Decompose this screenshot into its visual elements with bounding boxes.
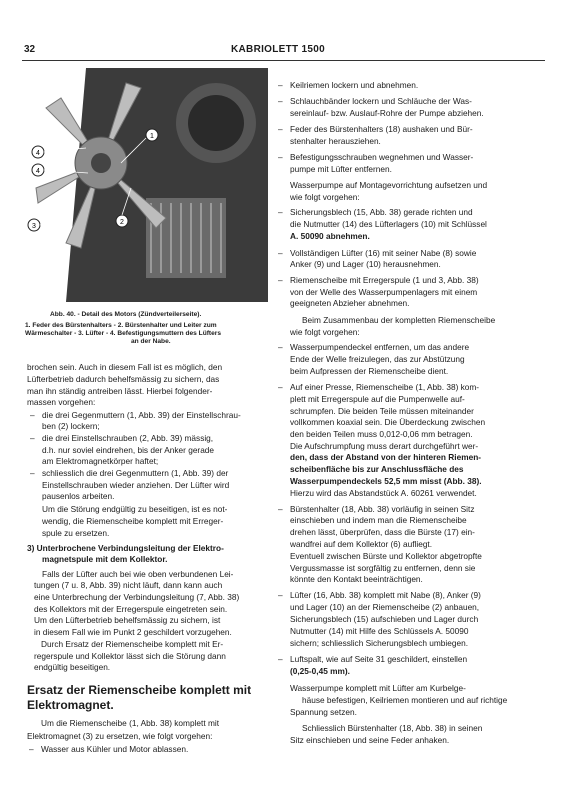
callout-4b: 4 — [36, 168, 40, 175]
right-text-line: Schliesslich Bürstenhalter (18, Abb. 38) in seinen — [302, 723, 483, 733]
right-text-line: – Schlauchbänder lockern und Schläuche der Was- — [290, 96, 472, 108]
figure-caption-line-1: 1. Feder des Bürstenhalters - 2. Bürstenhalter und Leiter zum — [25, 322, 217, 329]
right-text-line: Spannung setzen. — [290, 707, 357, 717]
left-text-line: – schliesslich die drei Gegenmuttern (1, Abb. 39) der — [42, 468, 228, 480]
right-text-line: Sicherungsblech (15) aufschieben und Lager durch — [290, 614, 479, 624]
right-text-line: scheibenfläche bis zur Anschlussfläche des — [290, 464, 464, 474]
right-text-line: den beiden Teilen muss 0,012-0,06 mm betragen. — [290, 429, 473, 439]
left-text-line: d.h. nur soviel eindrehen, bis der Anker gerade — [42, 445, 215, 455]
right-text-line: stenhalter herausziehen. — [290, 136, 381, 146]
right-text-line: einschieben und indem man die Riemenscheibe — [290, 515, 467, 525]
left-text-line: tungen (7 u. 8, Abb. 39) nicht läuft, dann kann auch — [34, 580, 223, 590]
left-text-line: Lüfterbetrieb dadurch behelfsmässig zu sichern, das — [27, 374, 220, 384]
right-text-line: – Keilriemen lockern und abnehmen. — [290, 80, 418, 92]
callout-3: 3 — [32, 223, 36, 230]
callout-2: 2 — [120, 219, 124, 226]
right-text-line: Wasserpumpendeckels 52,5 mm misst (Abb. 38). — [290, 476, 482, 486]
left-text-line: Elektromagnet (3) zu ersetzen, wie folgt vorgehen: — [27, 731, 213, 741]
right-text-line: häuse befestigen, Keilriemen montieren und auf richtige — [302, 695, 508, 705]
left-text-line: eine Unterbrechung der Verbindungsleitung (7, Abb. 38) — [34, 592, 240, 602]
right-text-line: beim Aufpressen der Riemenscheibe dient. — [290, 366, 449, 376]
right-text-line: Hierzu wird das Abstandstück A. 60261 verwendet. — [290, 488, 477, 498]
left-text-line: Falls der Lüfter auch bei wie oben verbundenen Lei- — [42, 569, 234, 579]
left-text-line: regerspule und Kollektor lässt sich die Störung dann — [34, 651, 226, 661]
left-text-line: wendig, die Riemenscheibe komplett mit Erreger- — [42, 516, 224, 526]
right-text-line: schrumpfen. Die beiden Teile müssen miteinander — [290, 406, 474, 416]
right-text-line: Ende der Welle freizulegen, das zur Abstützung — [290, 354, 465, 364]
right-text-line: – Riemenscheibe mit Erregerspule (1 und 3, Abb. 38) — [290, 275, 479, 287]
section-heading-2: Elektromagnet. — [27, 698, 114, 712]
figure-caption-line-2: Wärmeschalter - 3. Lüfter - 4. Befestigungsmuttern des Lüfters — [25, 330, 222, 337]
right-text-line: die Nutmutter (14) des Lüfterlagers (10) mit Schlüssel — [290, 219, 487, 229]
left-text-line: 3) Unterbrochene Verbindungsleitung der Elektro- — [27, 543, 224, 553]
right-text-line: Die Aufschrumpfung muss derart durchgeführt wer- — [290, 441, 479, 451]
page-title: KABRIOLETT 1500 — [231, 44, 325, 55]
right-text-line: wandfrei auf dem Kollektor (6) aufliegt. — [290, 539, 433, 549]
right-text-line: – Sicherungsblech (15, Abb. 38) gerade richten und — [290, 207, 473, 219]
page-number: 32 — [24, 44, 36, 55]
right-text-line: geeigneten Abzieher abnehmen. — [290, 298, 410, 308]
figure-caption-line-3: an der Nabe. — [131, 338, 171, 345]
right-text-line: Eventuell zwischen Bürste und Kollektor abgetropfte — [290, 551, 482, 561]
right-text-line: – Lüfter (16, Abb. 38) komplett mit Nabe (8), Anker (9) — [290, 590, 481, 602]
right-text-line: – Wasserpumpendeckel entfernen, um das andere — [290, 342, 469, 354]
left-text-line: spule zu ersetzen. — [42, 528, 110, 538]
right-text-line: Beim Zusammenbau der kompletten Riemenscheibe — [302, 315, 496, 325]
right-text-line: sereinlauf- bzw. Auslauf-Rohre der Pumpe abziehen. — [290, 108, 484, 118]
left-text-line: Einstellschrauben wieder anziehen. Der Lüfter wird — [42, 480, 230, 490]
right-text-line: drehen lässt, überprüfen, dass die Bürste (17) ein- — [290, 527, 475, 537]
figure-caption-title: Abb. 40. - Detail des Motors (Zündverteilerseite). — [50, 311, 202, 318]
right-text-line: Nutmutter (14) mit Hilfe des Schlüssels A. 50090 — [290, 626, 469, 636]
left-text-line: – Wasser aus Kühler und Motor ablassen. — [41, 744, 188, 756]
right-text-line: könnte den Kontakt beeinträchtigen. — [290, 574, 423, 584]
left-text-line: des Kollektors mit der Erregerspule eingetreten sein. — [34, 604, 228, 614]
right-text-line: vollkommen koaxial sein. Die Überdeckung zwischen — [290, 417, 486, 427]
left-text-line: ben (2) lockern; — [42, 421, 100, 431]
right-text-line: und Lager (10) an der Riemenscheibe (2) anbauen, — [290, 602, 480, 612]
callout-1: 1 — [150, 133, 154, 140]
left-text-line: pausenlos arbeiten. — [42, 491, 115, 501]
right-text-line: wie folgt vorgehen: — [290, 192, 360, 202]
left-text-line: Um die Riemenscheibe (1, Abb. 38) komplett mit — [41, 718, 219, 728]
right-text-line: – Befestigungsschrauben wegnehmen und Wasser- — [290, 152, 473, 164]
right-text-line: Vergussmasse ist sorgfältig zu entfernen, denn sie — [290, 563, 476, 573]
left-text-line: am Elektromagnetkörper haftet; — [42, 456, 159, 466]
right-text-line: A. 50090 abnehmen. — [290, 231, 370, 241]
left-text-line: massen vorgehen: — [27, 397, 96, 407]
left-text-line: magnetspule mit dem Kollektor. — [42, 554, 168, 564]
engine-photo — [26, 68, 268, 302]
right-text-line: (0,25-0,45 mm). — [290, 666, 350, 676]
right-text-line: – Luftspalt, wie auf Seite 31 geschildert, einstellen — [290, 654, 467, 666]
right-text-line: – Feder des Bürstenhalters (18) aushaken und Bür- — [290, 124, 473, 136]
right-text-line: von der Welle des Wasserpumpenlagers mit einem — [290, 287, 478, 297]
right-text-line: pumpe mit Lüfter entfernen. — [290, 164, 392, 174]
header-rule — [22, 60, 545, 61]
right-text-line: – Auf einer Presse, Riemenscheibe (1, Abb. 38) kom- — [290, 382, 479, 394]
right-text-line: Sitz einschieben und seine Feder anhaken. — [290, 735, 450, 745]
right-text-line: Wasserpumpe auf Montagevorrichtung aufsetzen und — [290, 180, 488, 190]
left-text-line: Durch Ersatz der Riemenscheibe komplett mit Er- — [41, 639, 224, 649]
left-text-line: – die drei Gegenmuttern (1, Abb. 39) der Einstellschrau- — [42, 410, 241, 422]
engine-illustration — [26, 68, 268, 302]
right-text-line: plett mit Erregerspule auf die Pumpenwelle auf- — [290, 394, 465, 404]
left-text-line: in diesem Fall wie im Punkt 2 geschildert vorzugehen. — [34, 627, 232, 637]
right-text-line: wie folgt vorgehen: — [290, 327, 360, 337]
left-text-line: man ihn ständig antreiben lässt. Hierbei folgender- — [27, 386, 213, 396]
right-text-line: sichern; schliesslich Sicherungsblech umbiegen. — [290, 638, 469, 648]
right-text-line: Wasserpumpe komplett mit Lüfter am Kurbelge- — [290, 683, 466, 693]
left-text-line: – die drei Einstellschrauben (2, Abb. 39) mässig, — [42, 433, 213, 445]
right-text-line: – Bürstenhalter (18, Abb. 38) vorläufig in seinen Sitz — [290, 504, 474, 516]
section-heading-1: Ersatz der Riemenscheibe komplett mit — [27, 683, 252, 697]
left-text-line: brochen sein. Auch in diesem Fall ist es möglich, den — [27, 362, 223, 372]
right-text-line: – Vollständigen Lüfter (16) mit seiner Nabe (8) sowie — [290, 248, 476, 260]
right-text-line: den, dass der Abstand von der hinteren Riemen- — [290, 452, 482, 462]
left-text-line: endgültig beseitigen. — [34, 662, 111, 672]
right-text-line: Anker (9) und Lager (10) herausnehmen. — [290, 259, 441, 269]
left-text-line: Um die Störung endgültig zu beseitigen, ist es not- — [42, 504, 228, 514]
left-text-line: Um den Lüfterbetrieb behelfsmässig zu sichern, ist — [34, 615, 221, 625]
callout-4a: 4 — [36, 150, 40, 157]
